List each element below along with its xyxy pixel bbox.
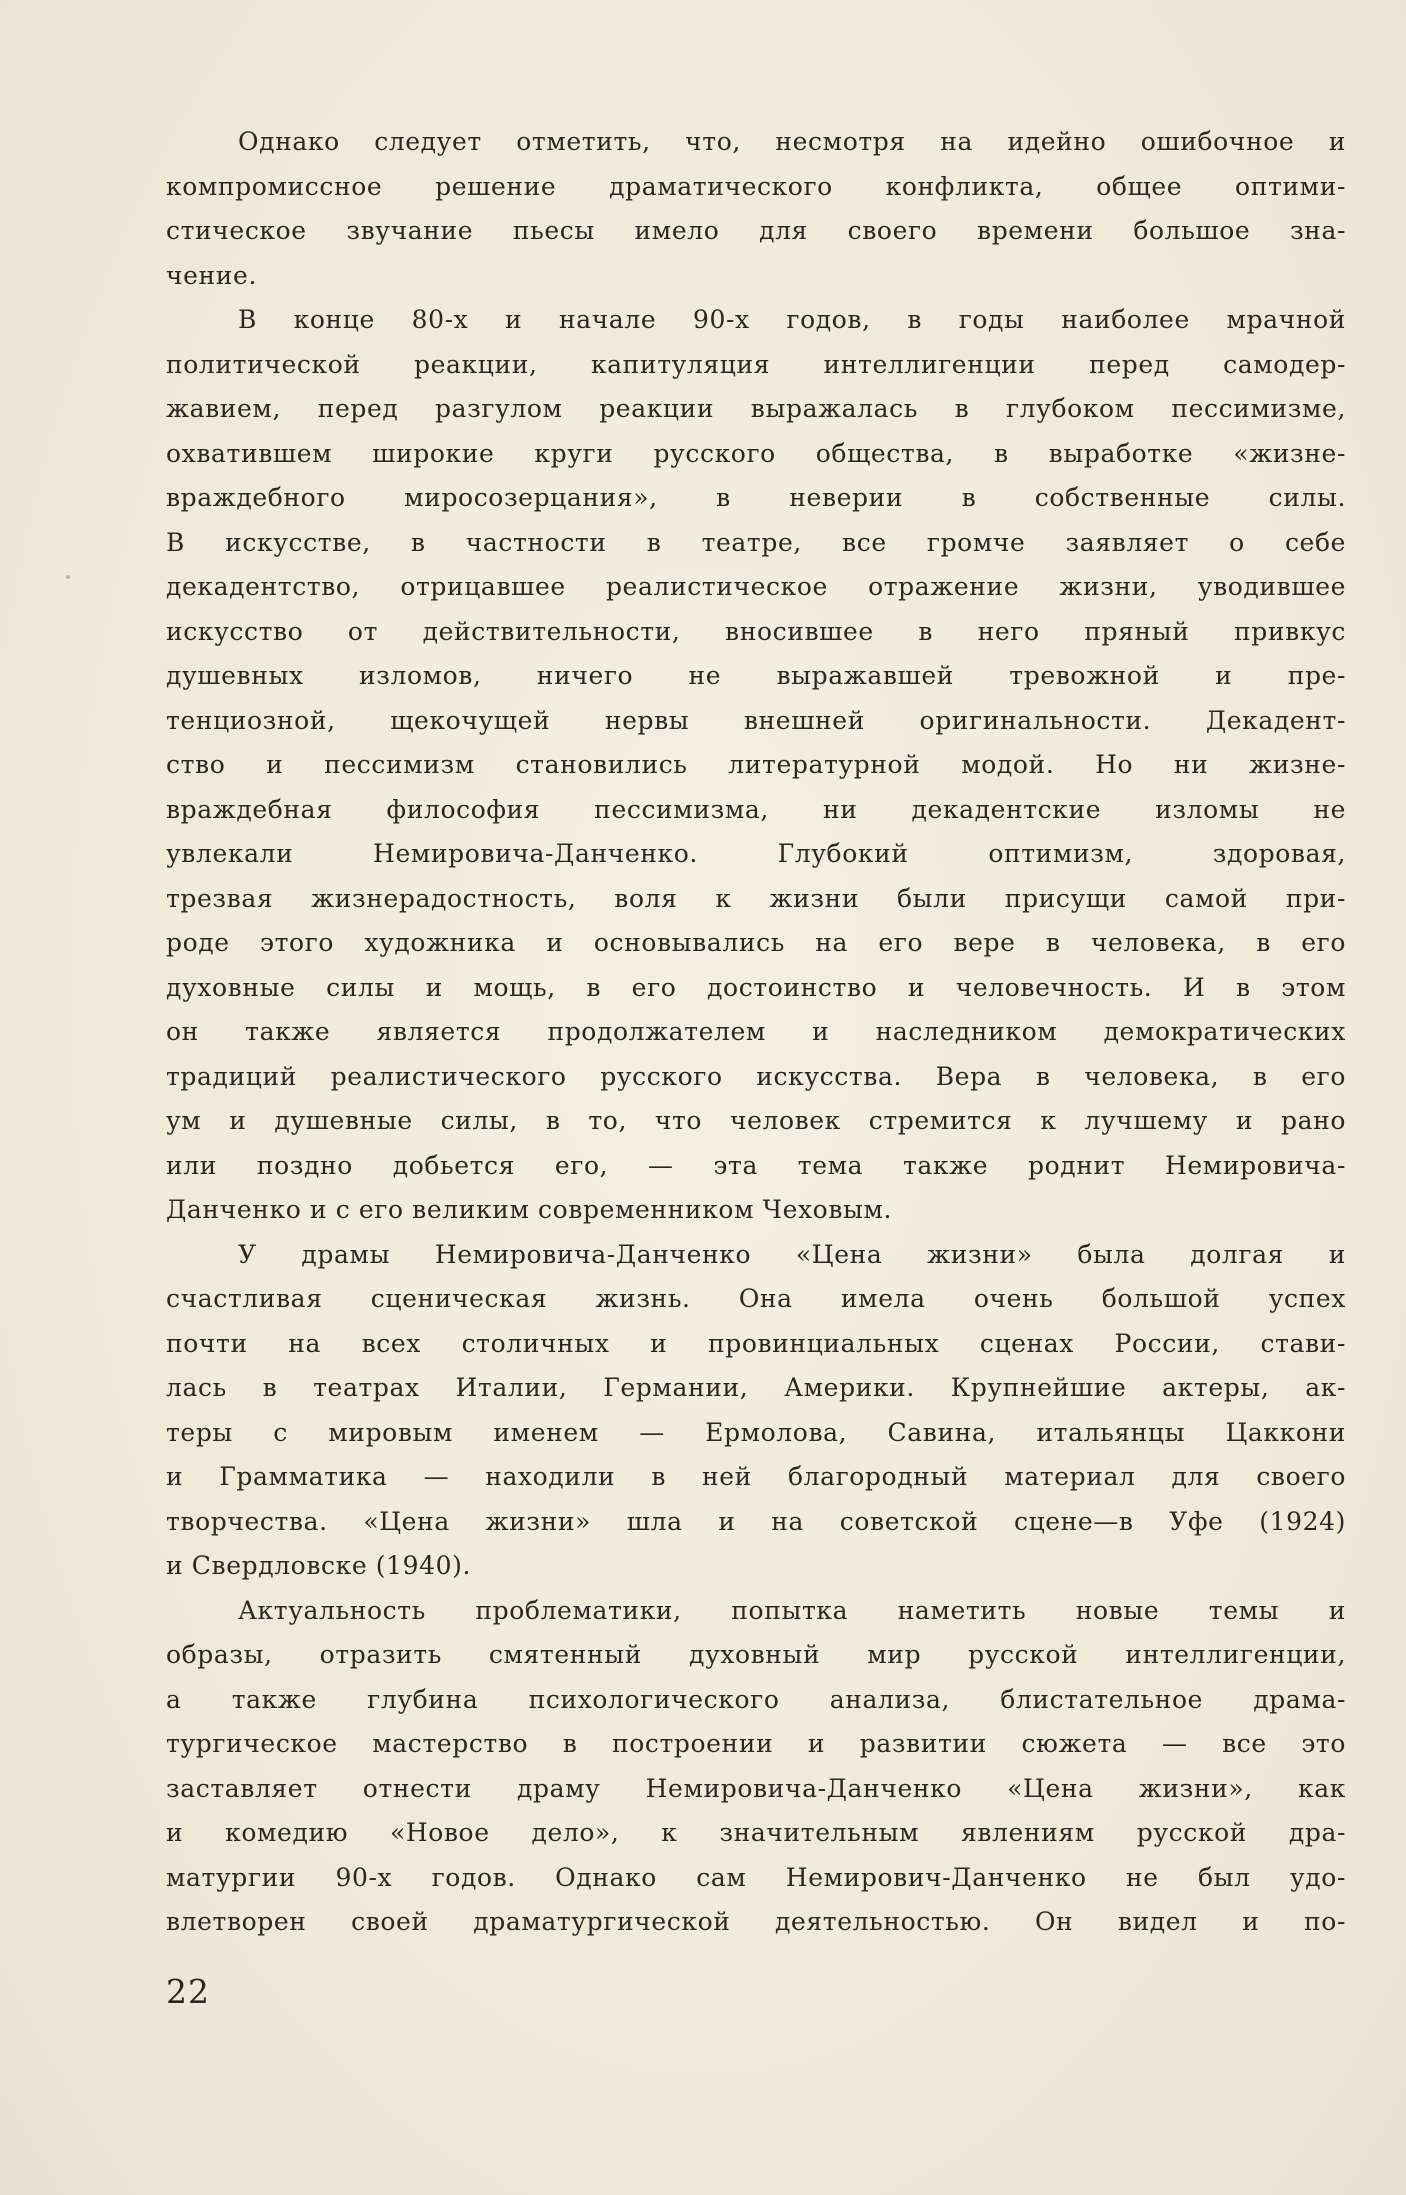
text-line: или поздно добьется его, — эта тема также роднит Немировича- bbox=[166, 1150, 1346, 1180]
text-line: матургии 90-х годов. Однако сам Немирович-Данченко не был удо- bbox=[166, 1862, 1346, 1892]
paragraph bbox=[166, 1233, 1346, 1589]
text-line: жавием, перед разгулом реакции выражалась в глубоком пессимизме, bbox=[166, 394, 1346, 423]
text-line: ум и душевные силы, в то, что человек стремится к лучшему и рано bbox=[166, 1106, 1346, 1135]
text-line: Актуальность проблематики, попытка наметить новые темы и bbox=[238, 1595, 1346, 1625]
text-line: духовные силы и мощь, в его достоинство и человечность. И в этом bbox=[166, 972, 1346, 1002]
text-line: Однако следует отметить, что, несмотря на идейно ошибочное и bbox=[238, 127, 1346, 156]
text-line: творчества. «Цена жизни» шла и на советской сцене—в Уфе (1924) bbox=[166, 1506, 1346, 1536]
body-text bbox=[166, 120, 1346, 1945]
text-line: В искусстве, в частности в театре, все громче заявляет о себе bbox=[166, 527, 1346, 557]
text-line: тенциозной, щекочущей нервы внешней оригинальности. Декадент- bbox=[166, 705, 1346, 735]
text-line: влетворен своей драматургической деятельностью. Он видел и по- bbox=[166, 1907, 1346, 1936]
text-line: образы, отразить смятенный духовный мир русской интеллигенции, bbox=[166, 1640, 1346, 1669]
text-line: трезвая жизнерадостность, воля к жизни были присущи самой при- bbox=[166, 883, 1346, 913]
text-line: враждебного миросозерцания», в неверии в собственные силы. bbox=[166, 483, 1346, 512]
text-line: и комедию «Новое дело», к значительным явлениям русской дра- bbox=[166, 1818, 1346, 1847]
text-line: ство и пессимизм становились литературной модой. Но ни жизне- bbox=[166, 750, 1346, 779]
text-line: стическое звучание пьесы имело для своего времени большое зна- bbox=[166, 216, 1346, 245]
paragraph bbox=[166, 120, 1346, 298]
text-line: традиций реалистического русского искусства. Вера в человека, в его bbox=[166, 1061, 1346, 1091]
text-line: теры с мировым именем — Ермолова, Савина, итальянцы Цаккони bbox=[166, 1417, 1346, 1447]
text-line: роде этого художника и основывались на его вере в человека, в его bbox=[166, 928, 1346, 957]
page-number: 22 bbox=[166, 1972, 210, 2011]
text-line: тургическое мастерство в построении и развитии сюжета — все это bbox=[166, 1729, 1346, 1758]
text-line: увлекали Немировича-Данченко. Глубокий оптимизм, здоровая, bbox=[166, 839, 1346, 868]
text-line: декадентство, отрицавшее реалистическое отражение жизни, уводившее bbox=[166, 572, 1346, 601]
text-line: счастливая сценическая жизнь. Она имела очень большой успех bbox=[166, 1284, 1346, 1313]
text-line: В конце 80-х и начале 90-х годов, в годы наиболее мрачной bbox=[238, 305, 1346, 334]
paragraph bbox=[166, 1589, 1346, 1945]
text-line: Данченко и с его великим современником Чеховым. bbox=[166, 1195, 893, 1224]
text-line: а также глубина психологического анализа, блистательное драма- bbox=[166, 1684, 1346, 1714]
text-line: и Грамматика — находили в ней благородный материал для своего bbox=[166, 1462, 1346, 1491]
text-line: душевных изломов, ничего не выражавшей тревожной и пре- bbox=[166, 661, 1346, 690]
text-line: лась в театрах Италии, Германии, Америки. Крупнейшие актеры, ак- bbox=[166, 1373, 1346, 1402]
text-line: искусство от действительности, вносившее в него пряный привкус bbox=[166, 616, 1346, 646]
paragraph bbox=[166, 298, 1346, 1233]
text-line: чение. bbox=[166, 260, 257, 290]
text-line: враждебная философия пессимизма, ни декадентские изломы не bbox=[166, 794, 1346, 824]
text-line: компромиссное решение драматического конфликта, общее оптими- bbox=[166, 171, 1346, 201]
text-line: У драмы Немировича-Данченко «Цена жизни» была долгая и bbox=[238, 1239, 1346, 1269]
text-line: и Свердловске (1940). bbox=[166, 1551, 472, 1580]
text-line: охватившем широкие круги русского общества, в выработке «жизне- bbox=[166, 438, 1346, 468]
text-line: заставляет отнести драму Немировича-Данченко «Цена жизни», как bbox=[166, 1773, 1346, 1803]
text-line: он также является продолжателем и наследником демократических bbox=[166, 1017, 1346, 1046]
paper-speck bbox=[66, 575, 70, 579]
text-line: политической реакции, капитуляция интеллигенции перед самодер- bbox=[166, 349, 1346, 379]
text-line: почти на всех столичных и провинциальных сценах России, стави- bbox=[166, 1328, 1346, 1358]
